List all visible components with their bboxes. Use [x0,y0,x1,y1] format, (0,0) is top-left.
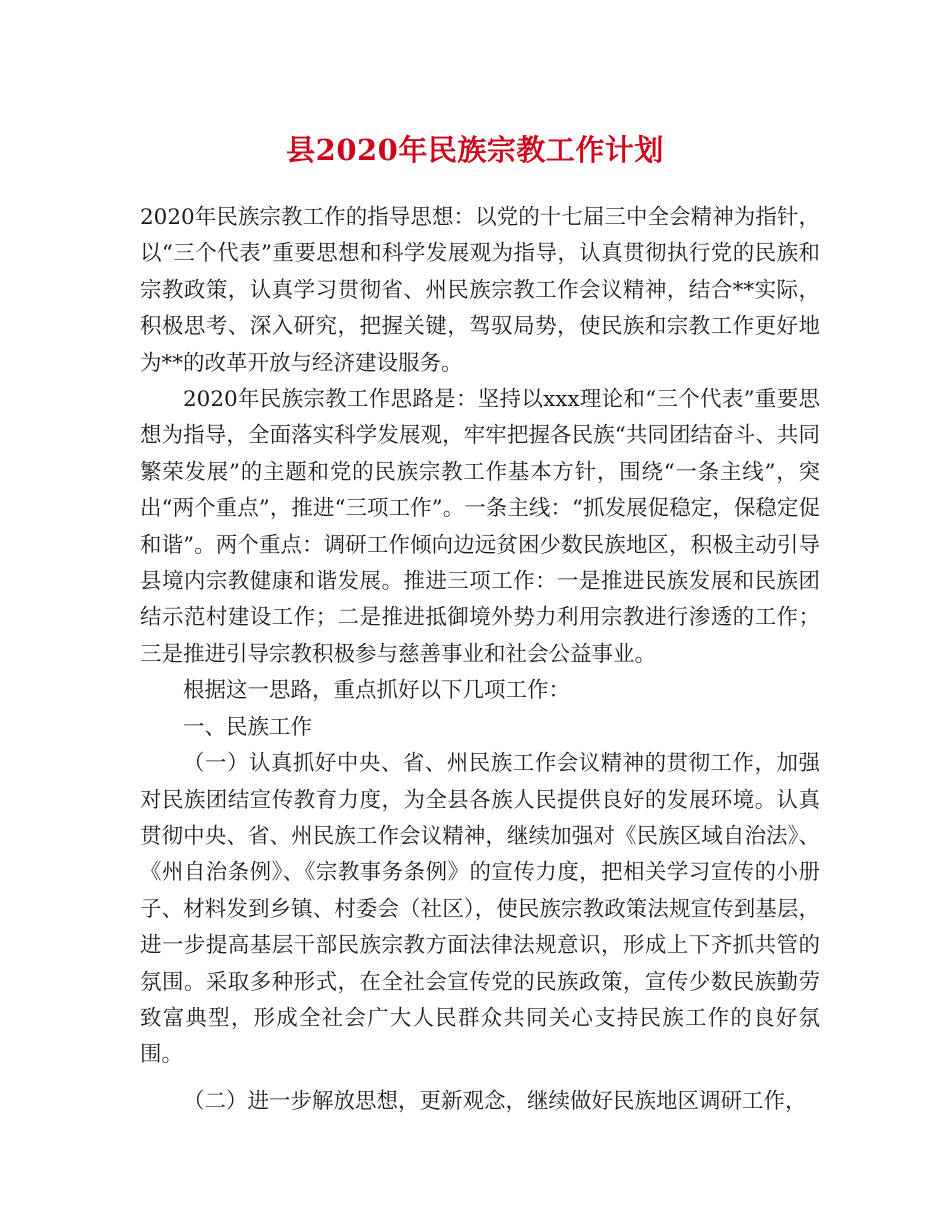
section-heading-ethnic-work: 一、民族工作 [183,714,313,740]
document-body [140,200,820,1120]
paragraph-item-2: （二）进一步解放思想，更新观念，继续做好民族地区调研工作， [183,1088,807,1114]
paragraph-key-tasks-intro: 根据这一思路，重点抓好以下几项工作： [183,678,571,704]
paragraph-guiding-thought: 2020年民族宗教工作的指导思想：以党的十七届三中全会精神为指针，以“三个代表”重要思想和科学发展观为指导，认真贯彻执行党的民族和宗教政策，认真学习贯彻省、州民族宗教工作会议精神，结合**实际，积极思考、深入研究，把握关键，驾驭局势，使民族和宗教工作更好地为**的改革开放与经济建设服务。 [140,205,820,376]
paragraph-item-1: （一）认真抓好中央、省、州民族工作会议精神的贯彻工作，加强对民族团结宣传教育力度，为全县各族人民提供良好的发展环境。认真贯彻中央、省、州民族工作会议精神，继续加强对《民族区域自治法》、《州自治条例》、《宗教事务条例》的宣传力度，把相关学习宣传的小册子、材料发到乡镇、村委会（社区），使民族宗教政策法规宣传到基层，进一步提高基层干部民族宗教方面法律法规意识，形成上下齐抓共管的氛围。采取多种形式，在全社会宣传党的民族政策，宣传少数民族勤劳致富典型，形成全社会广大人民群众共同关心支持民族工作的良好氛围。 [140,751,820,1068]
document-title: 县2020年民族宗教工作计划 [286,133,664,167]
paragraph-work-approach: 2020年民族宗教工作思路是：坚持以xxx理论和“三个代表”重要思想为指导，全面落实科学发展观，牢牢把握各民族“共同团结奋斗、共同繁荣发展”的主题和党的民族宗教工作基本方针，围绕“一条主线”，突出“两个重点”，推进“三项工作”。一条主线：“抓发展促稳定，保稳定促和谐”。两个重点：调研工作倾向边远贫困少数民族地区，积极主动引导县境内宗教健康和谐发展。推进三项工作：一是推进民族发展和民族团结示范村建设工作；二是推进抵御境外势力利用宗教进行渗透的工作；三是推进引导宗教积极参与慈善事业和社会公益事业。 [140,387,820,667]
